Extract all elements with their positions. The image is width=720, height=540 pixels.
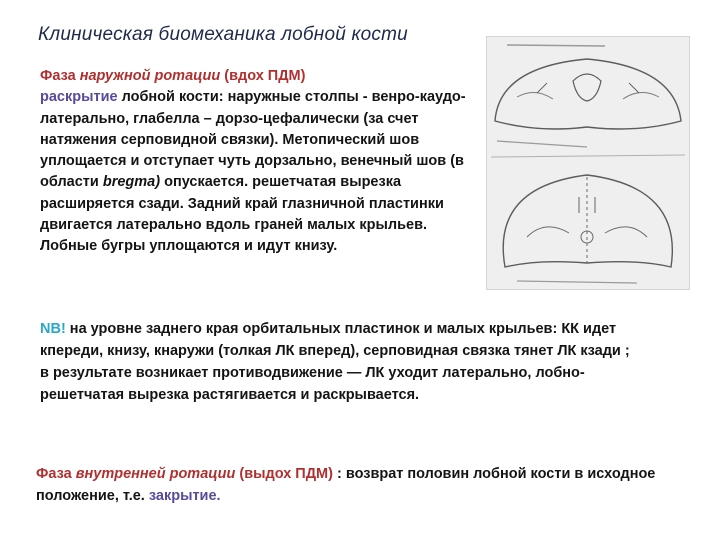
internal-rotation-paragraph: [36, 463, 676, 507]
nb-text: на уровне заднего края орбитальных пластинок и малых крыльев: КК идет кпереди, книзу, кнаружи (толкая ЛК вперед), серповидная связка тянет ЛК кзади ; в результате возникает противодвижение — ЛК уходит латерально, лобно-решетчатая вырезка растягивается и раскрывается.: [40, 321, 630, 403]
external-rotation-paragraph: [40, 66, 480, 258]
nb-label: NB!: [40, 321, 66, 337]
orbit-left-front: [527, 227, 569, 237]
caption-line-top: [507, 45, 605, 46]
orbit-left-arc: [517, 92, 553, 99]
page-title: Клиническая биомеханика лобной кости: [38, 24, 408, 45]
frontal-bone-front-view: [503, 175, 672, 267]
phase-breath: (вдох ПДМ): [220, 68, 306, 84]
phase-label: Фаза: [40, 68, 80, 84]
bregma-term: bregma): [102, 174, 161, 191]
phase-label-internal: Фаза: [36, 466, 76, 482]
phase-name: наружной ротации: [79, 68, 221, 84]
internal-text: : возврат половин лобной кости в исходное положение, т.е.: [36, 466, 656, 504]
paragraph-text-a: лобной кости: наружные столпы - венро-каудо-латерально, глабелла – дорзо-цефалически (за счет натяжения серповидной связки). Метопический шов уплощается и отступает чуть дорзально, венечный шов (в области: [40, 89, 466, 191]
caption-line-bottom: [517, 281, 637, 283]
phase-breath-internal: (выдох ПДМ): [235, 466, 333, 482]
ethmoid-notch: [573, 74, 601, 101]
arrow-left-top: [537, 83, 547, 93]
phase-name-internal: внутренней ротации: [75, 466, 236, 482]
nb-paragraph: [40, 318, 640, 406]
closing-keyword: закрытие.: [148, 488, 221, 504]
anatomy-sketch: [487, 37, 689, 289]
frontal-bone-illustration: [486, 36, 690, 290]
caption-line-middle: [497, 141, 587, 147]
separator-line: [491, 155, 685, 157]
arrow-right-top: [629, 83, 639, 93]
paragraph-text-b: опускается. решетчатая вырезка расширяется сзади. Задний край глазничной пластинки двигается латерально вдоль граней малых крыльев. Лобные бугры уплощаются и идут книзу.: [40, 174, 444, 255]
orbit-right-front: [605, 227, 647, 237]
orbit-right-arc: [623, 92, 659, 99]
opening-keyword: раскрытие: [40, 89, 118, 106]
